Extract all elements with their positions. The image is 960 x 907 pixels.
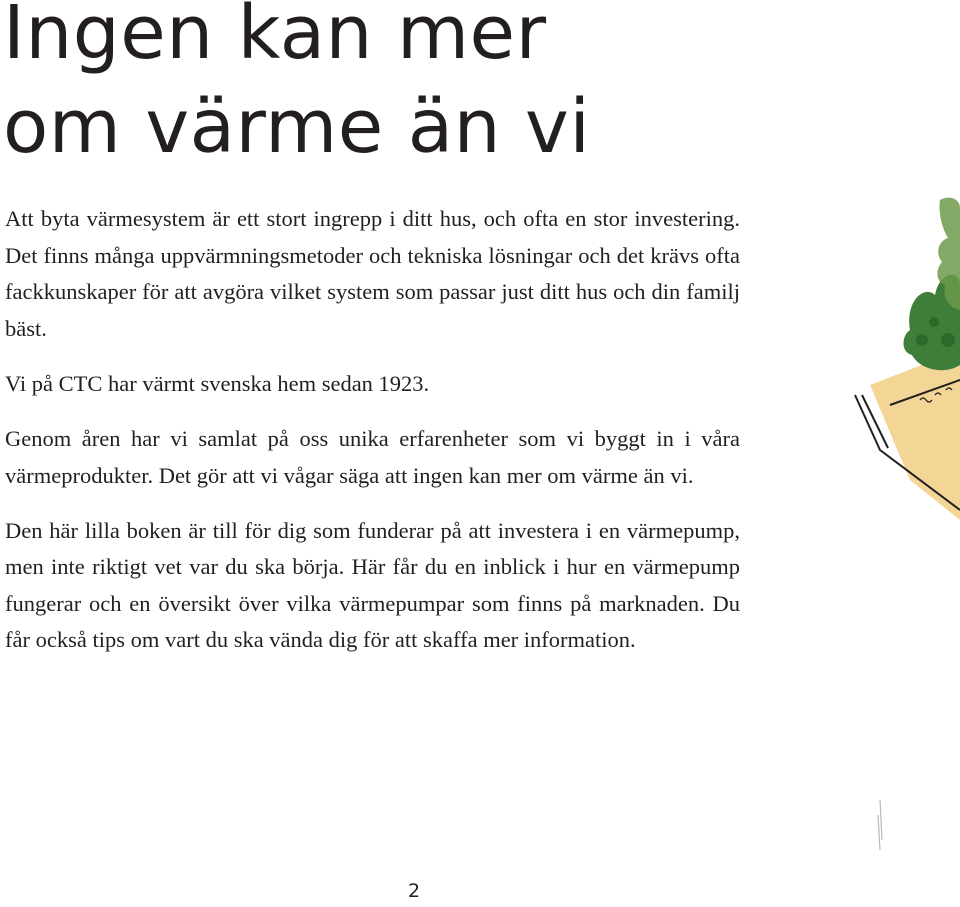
ground-area [870, 350, 960, 520]
paragraph-booklet: Den här lilla boken är till för dig som funderar på att investera i en värmepump, men inte riktigt vet var du ska börja. Här får du en inblick i hur en värmepump fungerar och en översikt över vilka värmepumpar som finns på marknaden. Du får också tips om vart du ska vända dig för att skaffa mer information. [5, 517, 740, 653]
faint-sketch-lines [878, 800, 882, 850]
paragraph-ctc: Vi på CTC har värmt svenska hem sedan 1923. [5, 370, 430, 396]
title-line-1: Ingen kan mer [3, 0, 547, 76]
page-number: 2 [408, 880, 421, 902]
paragraph-experience: Genom åren har vi samlat på oss unika erfarenheter som vi byggt in i våra värmeprodukter. Det gör att vi vågar säga att ingen kan mer om värme än vi. [5, 425, 740, 488]
title-line-2: om värme än vi [3, 84, 591, 170]
body-text [5, 201, 740, 678]
paragraph-intro: Att byta värmesystem är ett stort ingrepp i ditt hus, och ofta en stor investering. Det finns många uppvärmningsmetoder och tekniska lösningar och det krävs ofta fackkunskaper för att avgöra vilket system som passar just ditt hus och din familj bäst. [5, 206, 740, 341]
house-garden-illustration [850, 190, 960, 870]
bush-shape [904, 198, 960, 371]
page-title [3, 0, 590, 174]
